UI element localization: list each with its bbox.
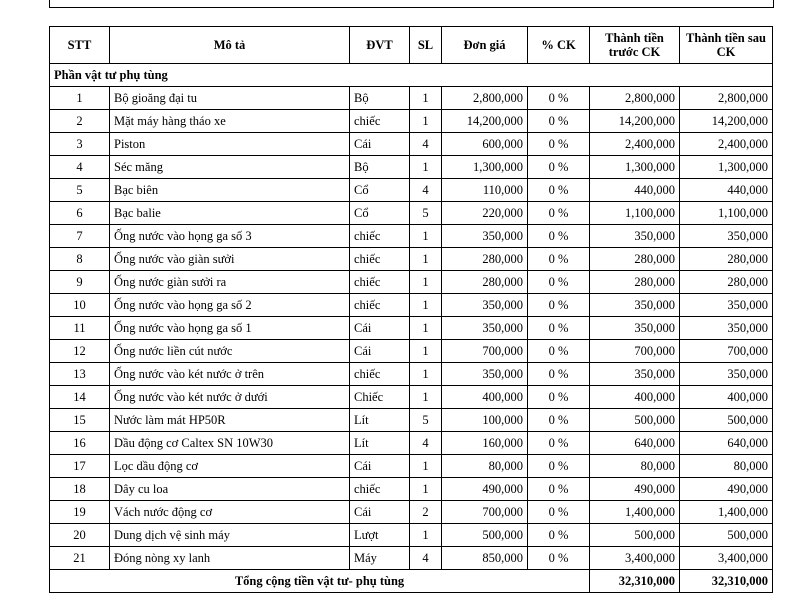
cell-amount-after: 700,000	[680, 340, 773, 363]
table-row	[50, 87, 773, 110]
cell-quantity: 4	[410, 133, 442, 156]
cell-unit-price: 850,000	[442, 547, 528, 570]
cell-unit-price: 280,000	[442, 271, 528, 294]
cell-unit: chiếc	[350, 294, 410, 317]
cell-quantity: 1	[410, 455, 442, 478]
cell-unit-price: 280,000	[442, 248, 528, 271]
cell-amount-before: 1,100,000	[590, 202, 680, 225]
cell-stt: 7	[50, 225, 110, 248]
cell-unit-price: 160,000	[442, 432, 528, 455]
cell-unit: Cái	[350, 501, 410, 524]
cell-amount-after: 2,400,000	[680, 133, 773, 156]
cell-amount-before: 490,000	[590, 478, 680, 501]
table-row	[50, 248, 773, 271]
cell-amount-before: 1,400,000	[590, 501, 680, 524]
cell-description: Dung dịch vệ sinh máy	[110, 524, 350, 547]
header-stt: STT	[50, 27, 110, 64]
cell-quantity: 5	[410, 409, 442, 432]
header-discount: % CK	[528, 27, 590, 64]
cell-unit: Chiếc	[350, 386, 410, 409]
header-unit: ĐVT	[350, 27, 410, 64]
cell-unit-price: 400,000	[442, 386, 528, 409]
cell-description: Séc măng	[110, 156, 350, 179]
cell-quantity: 1	[410, 340, 442, 363]
cell-description: Đóng nòng xy lanh	[110, 547, 350, 570]
cell-description: Ống nước vào giàn sưởi	[110, 248, 350, 271]
cell-unit: Bộ	[350, 87, 410, 110]
cell-amount-after: 490,000	[680, 478, 773, 501]
cell-unit-price: 80,000	[442, 455, 528, 478]
cell-quantity: 1	[410, 478, 442, 501]
cell-stt: 1	[50, 87, 110, 110]
cell-unit-price: 490,000	[442, 478, 528, 501]
table-row	[50, 202, 773, 225]
table-header-row	[50, 27, 773, 64]
cell-amount-before: 1,300,000	[590, 156, 680, 179]
cell-quantity: 1	[410, 156, 442, 179]
cell-discount: 0 %	[528, 179, 590, 202]
cell-discount: 0 %	[528, 133, 590, 156]
table-row	[50, 432, 773, 455]
cell-discount: 0 %	[528, 524, 590, 547]
cell-stt: 17	[50, 455, 110, 478]
cell-unit: Bộ	[350, 156, 410, 179]
cell-description: Dây cu loa	[110, 478, 350, 501]
cell-discount: 0 %	[528, 432, 590, 455]
total-before-discount: 32,310,000	[590, 570, 680, 593]
cell-quantity: 1	[410, 317, 442, 340]
cell-description: Bạc balie	[110, 202, 350, 225]
cell-stt: 15	[50, 409, 110, 432]
table-row	[50, 455, 773, 478]
cell-unit: Cái	[350, 455, 410, 478]
cell-unit-price: 220,000	[442, 202, 528, 225]
cell-amount-after: 280,000	[680, 248, 773, 271]
cell-discount: 0 %	[528, 156, 590, 179]
cell-description: Ống nước liền cút nước	[110, 340, 350, 363]
cell-stt: 2	[50, 110, 110, 133]
cell-unit-price: 700,000	[442, 501, 528, 524]
cell-unit: chiếc	[350, 110, 410, 133]
header-description: Mô tả	[110, 27, 350, 64]
cell-unit: chiếc	[350, 363, 410, 386]
cell-discount: 0 %	[528, 501, 590, 524]
cell-unit-price: 350,000	[442, 294, 528, 317]
section-title: Phần vật tư phụ tùng	[50, 64, 773, 87]
cell-amount-after: 1,300,000	[680, 156, 773, 179]
header-amount-before-discount: Thành tiền trước CK	[590, 27, 680, 64]
cell-unit-price: 1,300,000	[442, 156, 528, 179]
cell-stt: 6	[50, 202, 110, 225]
cell-discount: 0 %	[528, 110, 590, 133]
cell-quantity: 1	[410, 524, 442, 547]
cell-quantity: 1	[410, 271, 442, 294]
cell-amount-after: 640,000	[680, 432, 773, 455]
cell-stt: 13	[50, 363, 110, 386]
cell-amount-after: 350,000	[680, 317, 773, 340]
cell-amount-after: 500,000	[680, 409, 773, 432]
parts-table	[49, 26, 773, 593]
table-row	[50, 110, 773, 133]
cell-discount: 0 %	[528, 87, 590, 110]
cell-amount-after: 14,200,000	[680, 110, 773, 133]
cell-quantity: 1	[410, 386, 442, 409]
cell-stt: 19	[50, 501, 110, 524]
table-row	[50, 317, 773, 340]
cell-unit-price: 2,800,000	[442, 87, 528, 110]
cell-unit: chiếc	[350, 248, 410, 271]
cell-stt: 14	[50, 386, 110, 409]
total-row	[50, 570, 773, 593]
cell-stt: 21	[50, 547, 110, 570]
cell-unit: chiếc	[350, 478, 410, 501]
cell-discount: 0 %	[528, 547, 590, 570]
cell-stt: 20	[50, 524, 110, 547]
cell-discount: 0 %	[528, 455, 590, 478]
cell-quantity: 1	[410, 225, 442, 248]
cell-unit-price: 700,000	[442, 340, 528, 363]
section-row	[50, 64, 773, 87]
cell-discount: 0 %	[528, 225, 590, 248]
cell-amount-after: 400,000	[680, 386, 773, 409]
header-amount-after-discount: Thành tiền sau CK	[680, 27, 773, 64]
cell-description: Ống nước vào họng ga số 1	[110, 317, 350, 340]
cell-description: Dầu động cơ Caltex SN 10W30	[110, 432, 350, 455]
cell-amount-before: 350,000	[590, 363, 680, 386]
cell-amount-after: 350,000	[680, 363, 773, 386]
cell-quantity: 1	[410, 248, 442, 271]
table-row	[50, 179, 773, 202]
cell-unit: Lượt	[350, 524, 410, 547]
cell-description: Mặt máy hàng tháo xe	[110, 110, 350, 133]
cell-unit: Máy	[350, 547, 410, 570]
table-row	[50, 524, 773, 547]
cell-unit: Cái	[350, 317, 410, 340]
cell-discount: 0 %	[528, 386, 590, 409]
table-row	[50, 409, 773, 432]
cell-stt: 4	[50, 156, 110, 179]
cell-description: Ống nước vào họng ga số 3	[110, 225, 350, 248]
cell-amount-after: 280,000	[680, 271, 773, 294]
cell-quantity: 1	[410, 294, 442, 317]
cell-stt: 16	[50, 432, 110, 455]
cell-quantity: 1	[410, 87, 442, 110]
cell-amount-after: 1,100,000	[680, 202, 773, 225]
cell-discount: 0 %	[528, 317, 590, 340]
table-row	[50, 294, 773, 317]
cell-amount-after: 350,000	[680, 294, 773, 317]
cell-unit-price: 500,000	[442, 524, 528, 547]
cell-amount-before: 2,800,000	[590, 87, 680, 110]
cell-amount-before: 700,000	[590, 340, 680, 363]
cell-description: Ống nước vào họng ga số 2	[110, 294, 350, 317]
cell-unit: Cái	[350, 340, 410, 363]
cell-stt: 10	[50, 294, 110, 317]
cell-quantity: 4	[410, 179, 442, 202]
cell-discount: 0 %	[528, 409, 590, 432]
cell-amount-after: 350,000	[680, 225, 773, 248]
total-after-discount: 32,310,000	[680, 570, 773, 593]
cell-unit: Lít	[350, 432, 410, 455]
cell-stt: 12	[50, 340, 110, 363]
cell-amount-before: 14,200,000	[590, 110, 680, 133]
cell-stt: 18	[50, 478, 110, 501]
cell-unit: chiếc	[350, 225, 410, 248]
header-quantity: SL	[410, 27, 442, 64]
cell-description: Nước làm mát HP50R	[110, 409, 350, 432]
cell-quantity: 1	[410, 110, 442, 133]
cell-unit-price: 350,000	[442, 363, 528, 386]
total-label: Tổng cộng tiền vật tư- phụ tùng	[50, 570, 590, 593]
cell-stt: 11	[50, 317, 110, 340]
cell-description: Bộ gioăng đại tu	[110, 87, 350, 110]
cell-amount-before: 350,000	[590, 294, 680, 317]
previous-section-frame	[49, 0, 774, 8]
cell-amount-before: 280,000	[590, 271, 680, 294]
cell-discount: 0 %	[528, 271, 590, 294]
table-row	[50, 156, 773, 179]
cell-amount-after: 1,400,000	[680, 501, 773, 524]
cell-unit: Cổ	[350, 202, 410, 225]
cell-description: Ống nước giàn sưởi ra	[110, 271, 350, 294]
cell-discount: 0 %	[528, 294, 590, 317]
cell-discount: 0 %	[528, 478, 590, 501]
cell-amount-before: 350,000	[590, 225, 680, 248]
cell-quantity: 5	[410, 202, 442, 225]
cell-unit: Cổ	[350, 179, 410, 202]
cell-unit-price: 600,000	[442, 133, 528, 156]
cell-amount-before: 400,000	[590, 386, 680, 409]
cell-amount-before: 640,000	[590, 432, 680, 455]
cell-stt: 8	[50, 248, 110, 271]
cell-description: Vách nước động cơ	[110, 501, 350, 524]
table-row	[50, 271, 773, 294]
cell-amount-before: 2,400,000	[590, 133, 680, 156]
cell-discount: 0 %	[528, 202, 590, 225]
cell-amount-before: 280,000	[590, 248, 680, 271]
cell-quantity: 4	[410, 432, 442, 455]
cell-unit-price: 110,000	[442, 179, 528, 202]
cell-stt: 5	[50, 179, 110, 202]
cell-unit-price: 14,200,000	[442, 110, 528, 133]
table-row	[50, 363, 773, 386]
cell-description: Piston	[110, 133, 350, 156]
cell-description: Lọc dầu động cơ	[110, 455, 350, 478]
cell-amount-after: 80,000	[680, 455, 773, 478]
table-row	[50, 478, 773, 501]
cell-amount-before: 500,000	[590, 524, 680, 547]
cell-unit-price: 350,000	[442, 225, 528, 248]
cell-amount-after: 3,400,000	[680, 547, 773, 570]
cell-unit: chiếc	[350, 271, 410, 294]
cell-amount-before: 440,000	[590, 179, 680, 202]
cell-amount-after: 440,000	[680, 179, 773, 202]
cell-amount-before: 350,000	[590, 317, 680, 340]
cell-discount: 0 %	[528, 340, 590, 363]
cell-discount: 0 %	[528, 363, 590, 386]
cell-quantity: 1	[410, 363, 442, 386]
cell-quantity: 2	[410, 501, 442, 524]
cell-quantity: 4	[410, 547, 442, 570]
table-row	[50, 501, 773, 524]
cell-amount-after: 2,800,000	[680, 87, 773, 110]
table-row	[50, 133, 773, 156]
table-row	[50, 340, 773, 363]
cell-amount-before: 80,000	[590, 455, 680, 478]
table-row	[50, 386, 773, 409]
cell-description: Ống nước vào két nước ở trên	[110, 363, 350, 386]
cell-amount-before: 3,400,000	[590, 547, 680, 570]
cell-amount-before: 500,000	[590, 409, 680, 432]
cell-stt: 3	[50, 133, 110, 156]
cell-description: Bạc biên	[110, 179, 350, 202]
table-row	[50, 547, 773, 570]
cell-discount: 0 %	[528, 248, 590, 271]
cell-unit: Lít	[350, 409, 410, 432]
cell-amount-after: 500,000	[680, 524, 773, 547]
cell-unit-price: 350,000	[442, 317, 528, 340]
cell-stt: 9	[50, 271, 110, 294]
table-row	[50, 225, 773, 248]
cell-description: Ống nước vào két nước ở dưới	[110, 386, 350, 409]
header-unit-price: Đơn giá	[442, 27, 528, 64]
cell-unit: Cái	[350, 133, 410, 156]
cell-unit-price: 100,000	[442, 409, 528, 432]
